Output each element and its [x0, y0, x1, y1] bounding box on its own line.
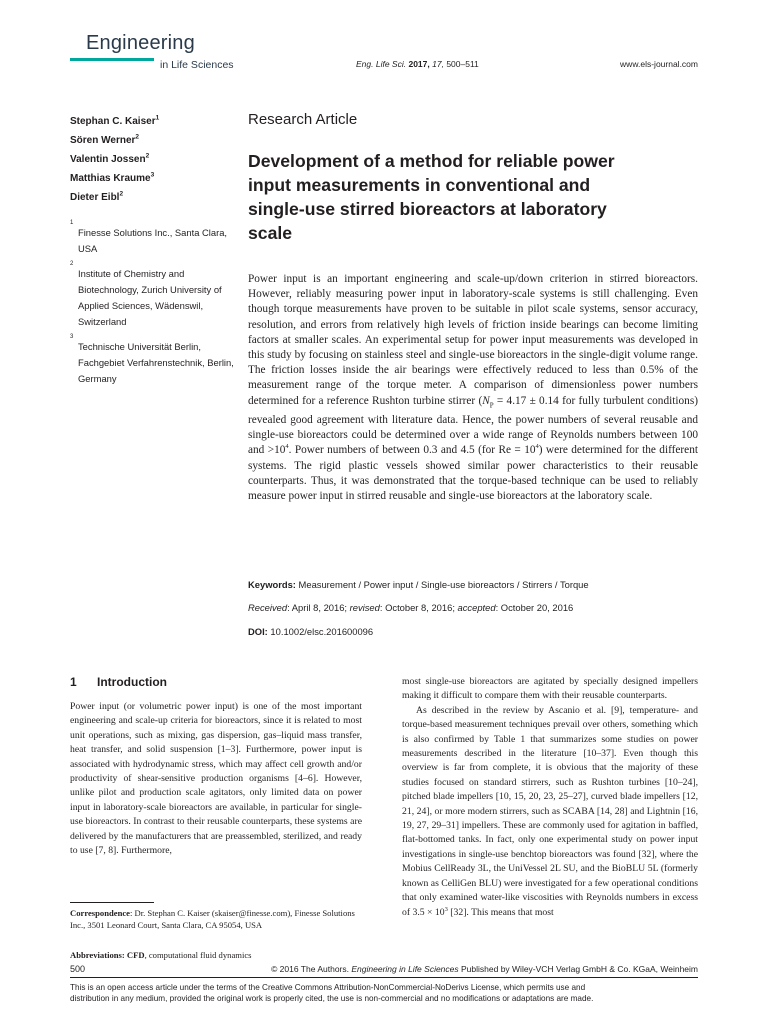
citation	[356, 59, 479, 69]
article-dates: Received: April 8, 2016; revised: October 8, 2016; accepted: October 20, 2016	[248, 602, 574, 613]
doi	[248, 626, 698, 637]
affiliation: 1 Finesse Solutions Inc., Santa Clara, USA	[70, 220, 228, 254]
keywords-label: Keywords:	[248, 579, 296, 590]
title-line: input measurements in conventional and	[248, 175, 591, 195]
journal-logo-subtitle: in Life Sciences	[160, 59, 234, 71]
correspondence-note: Correspondence: Dr. Stephan C. Kaiser (skaiser@finesse.com), Finesse Solutions Inc., 3501 Leonard Court, Santa Clara, CA 95054, USA	[70, 908, 355, 930]
section-number: 1	[70, 675, 77, 689]
citation-year: 2017,	[408, 59, 430, 69]
license-line: This is an open access article under the terms of the Creative Commons Attribution-NonCommercial-NoDerivs License, which permits use and	[70, 983, 586, 992]
title-line: scale	[248, 223, 293, 243]
doi-label: DOI:	[248, 626, 268, 637]
affiliation-list	[70, 220, 240, 396]
affiliation: 3 Technische Universität Berlin, Fachgebiet Verfahrenstechnik, Berlin, Germany	[70, 334, 234, 384]
abstract: Power input is an important engineering and scale-up/down criterion in stirred bioreactors. However, reliably measuring power input in laboratory-scale systems is still challenging. Even though torque measurements have proven to be suitable in pilot scale systems, sensor accuracy, resolution, and errors from relatively high levels of friction inside bearings can become limiting factors at smaller scales. An experimental setup for power input measurements was developed in this study by focusing on stainless steel and single-use bioreactors in the single-digit volume range. The friction losses inside the air bearings were effectively reduced to less than 0.5% of the measurement range of the torque meter. A comparison of dimensionless power numbers determined for a reference Rushton turbine stirrer ($N_P = 4.17 \pm 0.14$ for fully turbulent conditions) revealed good agreement with literature data. Hence, the power numbers of several reusable and single-use bioreactors could be determined over a wide range of Reynolds numbers between 100 and $>10^4$. Power numbers of between 0.3 and 4.5 (for $Re = 10^4$) were determined for the different systems. The rigid plastic vessels showed similar power characteristics to their reusable counterparts. Thus, it was demonstrated that the torque-based technique can be used to reliably measure power input in stirred reusable and single-use bioreactors at the laboratory scale.	[248, 273, 698, 503]
doi-link[interactable]: 10.1002/elsc.201600096	[270, 626, 374, 637]
body-paragraph: most single-use bioreactors are agitated by specially designed impellers making it difficult to compare them with their reusable counterparts.	[402, 676, 698, 702]
article-title	[248, 149, 678, 245]
journal-logo-bar	[70, 58, 154, 61]
body-column-right	[402, 675, 698, 920]
citation-journal: Eng. Life Sci.	[356, 59, 407, 69]
author: Dieter Eibl$^2$	[70, 190, 124, 203]
page-number: 500	[70, 964, 86, 974]
citation-pages: 500–511	[446, 59, 479, 69]
author: Valentin Jossen$^2$	[70, 152, 150, 165]
body-paragraph: As described in the review by Ascanio et al. [9], temperature- and torque-based measurement techniques prevail over others, something which is also confirmed by Table 1 that summarizes some studies on power measurements described in the literature [10–37]. Even though this overview is far from complete, it is obvious that the majority of these studies focused on standard stirrers, such as Rushton turbines [10–24], pitched blade impellers [10, 15, 20, 23, 25–27], curved blade impellers [12, 21, 24], or more modern stirrers, such as SCABA [14, 28] and Lightnin [16, 19, 27, 29–31] impellers. These are commonly used for agitation in baffled, flat-bottomed tanks. In fact, only one experimental study on power input investigations in single-use benchtop bioreactors was found [32], where the Mobius CellReady 3L, the UniVessel 2L SU, and the BioBLU 5L (formerly known as CelliGen BLU) were investigated for a few operational conditions that only examined water-like viscosities with Reynolds numbers in excess of $3.5 \times 10^3$ [32]. This means that most	[402, 704, 698, 918]
footer-rule	[70, 977, 698, 978]
article-type: Research Article	[248, 111, 358, 128]
license-line: distribution in any medium, provided the original work is properly cited, the use is non-commercial and no modifications or adaptations are made.	[70, 994, 594, 1003]
title-line: Development of a method for reliable power	[248, 151, 615, 171]
copyright-line: © 2016 The Authors. Engineering in Life Sciences Published by Wiley-VCH Verlag GmbH & Co. KGaA, Weinheim	[271, 964, 698, 974]
license-text	[70, 982, 698, 1004]
journal-url[interactable]: www.els-journal.com	[620, 59, 698, 69]
title-line: single-use stirred bioreactors at laboratory	[248, 199, 607, 219]
body-column-left	[70, 700, 362, 858]
body-paragraph: Power input (or volumetric power input) is one of the most important engineering and scale-up criteria for bioreactors, since it is related to most unit operations, such as mixing, gas dispersion, gas–liquid mass transfer, heat transfer, and solid suspension [1–3]. Furthermore, power input is associated with hydrodynamic stress, which may affect cell growth and/or productivity of shear-sensitive production organisms [4–6]. However, unlike pilot and production scale agitators, only limited data on power input in laboratory-scale bioreactors are available, in particular for single-use bioreactors. In contrast to their reusable counterparts, these systems are delivered by the manufacturers that are preassembled, sterilized, and ready to use [7, 8]. Furthermore,	[70, 701, 362, 857]
citation-volume: 17,	[432, 59, 444, 69]
footnote-rule	[70, 902, 154, 903]
affiliation: 2 Institute of Chemistry and Biotechnology, Zurich University of Applied Sciences, Wädenswil, Switzerland	[70, 261, 222, 327]
section-heading	[70, 675, 167, 689]
journal-logo-title: Engineering	[86, 32, 195, 54]
keywords	[248, 579, 698, 590]
author-list	[70, 112, 240, 207]
author: Stephan C. Kaiser$^1$	[70, 114, 160, 127]
author: Sören Werner$^2$	[70, 133, 140, 146]
keywords-text: Measurement / Power input / Single-use bioreactors / Stirrers / Torque	[298, 579, 589, 590]
abbreviations-note: Abbreviations: CFD, computational fluid dynamics	[70, 950, 252, 960]
section-title: Introduction	[97, 675, 167, 689]
author: Matthias Kraume$^3$	[70, 171, 155, 184]
